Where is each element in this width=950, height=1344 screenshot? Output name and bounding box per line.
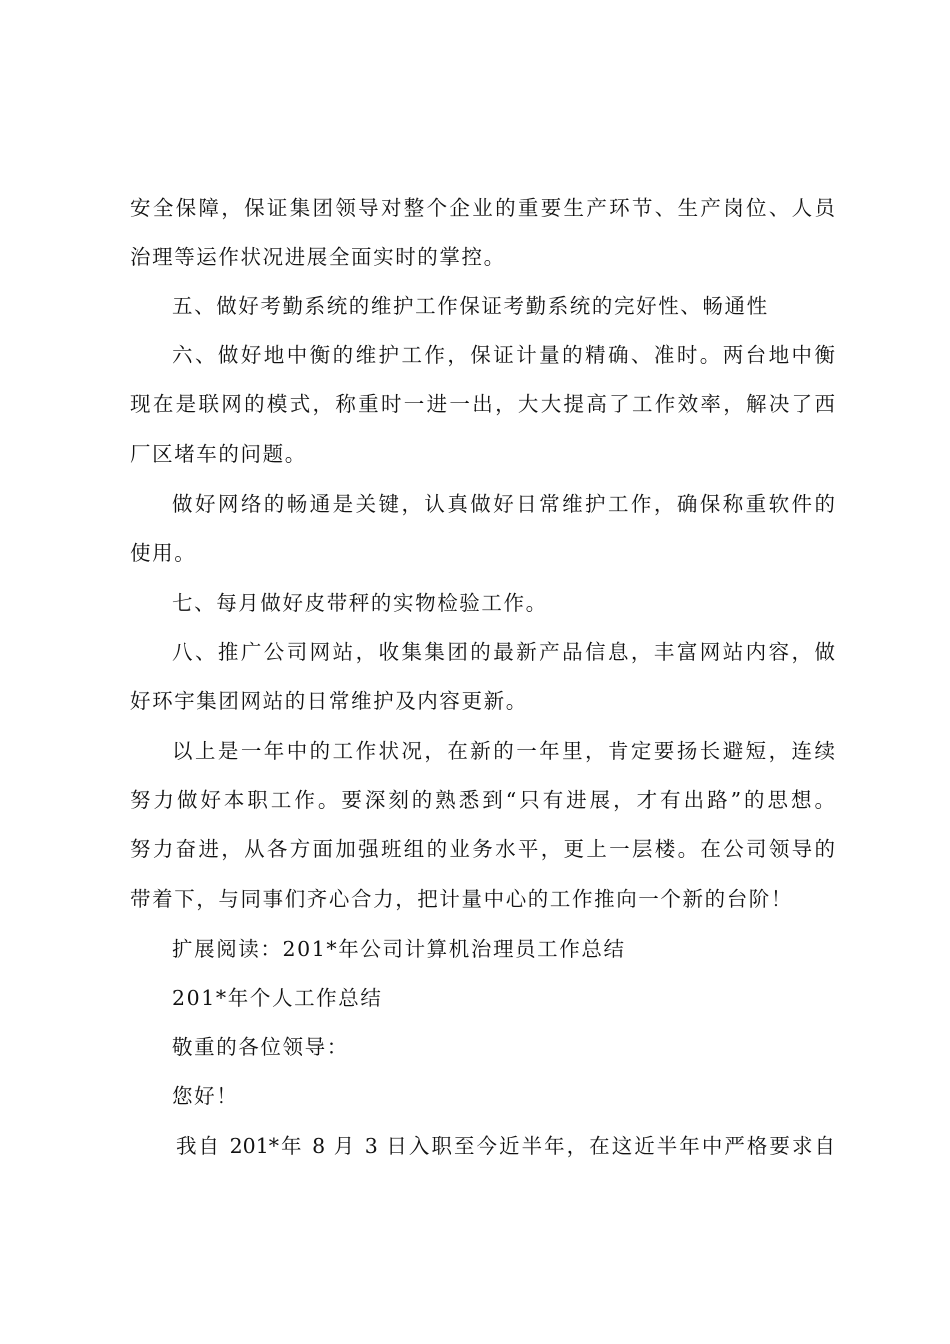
text-line-13: 努力做好本职工作。要深刻的熟悉到“只有进展，才有出路”的思想。 <box>130 788 835 812</box>
text-line-3: 五、做好考勤系统的维护工作保证考勤系统的完好性、畅通性 <box>172 294 769 318</box>
text-line-1: 安全保障，保证集团领导对整个企业的重要生产环节、生产岗位、人员 <box>130 196 835 220</box>
text-line-2: 治理等运作状况进展全面实时的掌控。 <box>130 245 506 269</box>
text-line-12: 以上是一年中的工作状况，在新的一年里，肯定要扬长避短，连续 <box>172 739 835 763</box>
text-line-10: 八、推广公司网站，收集集团的最新产品信息，丰富网站内容，做 <box>172 640 835 664</box>
text-line-16: 扩展阅读：201*年公司计算机治理员工作总结 <box>172 937 626 961</box>
text-line-9: 七、每月做好皮带秤的实物检验工作。 <box>172 591 548 615</box>
text-line-18: 敬重的各位领导： <box>172 1035 349 1059</box>
text-line-20: 我自 201*年 8 月 3 日入职至今近半年，在这近半年中严格要求自 <box>176 1134 835 1158</box>
text-line-17: 201*年个人工作总结 <box>172 986 383 1010</box>
text-line-4: 六、做好地中衡的维护工作，保证计量的精确、准时。两台地中衡 <box>172 343 835 367</box>
text-line-6: 厂区堵车的问题。 <box>130 442 307 466</box>
text-line-15: 带着下，与同事们齐心合力，把计量中心的工作推向一个新的台阶！ <box>130 887 793 911</box>
text-line-5: 现在是联网的模式，称重时一进一出，大大提高了工作效率，解决了西 <box>130 392 835 416</box>
text-line-8: 使用。 <box>130 541 197 565</box>
text-line-11: 好环宇集团网站的日常维护及内容更新。 <box>130 689 528 713</box>
text-line-19: 您好！ <box>172 1084 239 1108</box>
text-line-7: 做好网络的畅通是关键，认真做好日常维护工作，确保称重软件的 <box>172 492 835 516</box>
text-line-14: 努力奋进，从各方面加强班组的业务水平，更上一层楼。在公司领导的 <box>130 837 835 861</box>
